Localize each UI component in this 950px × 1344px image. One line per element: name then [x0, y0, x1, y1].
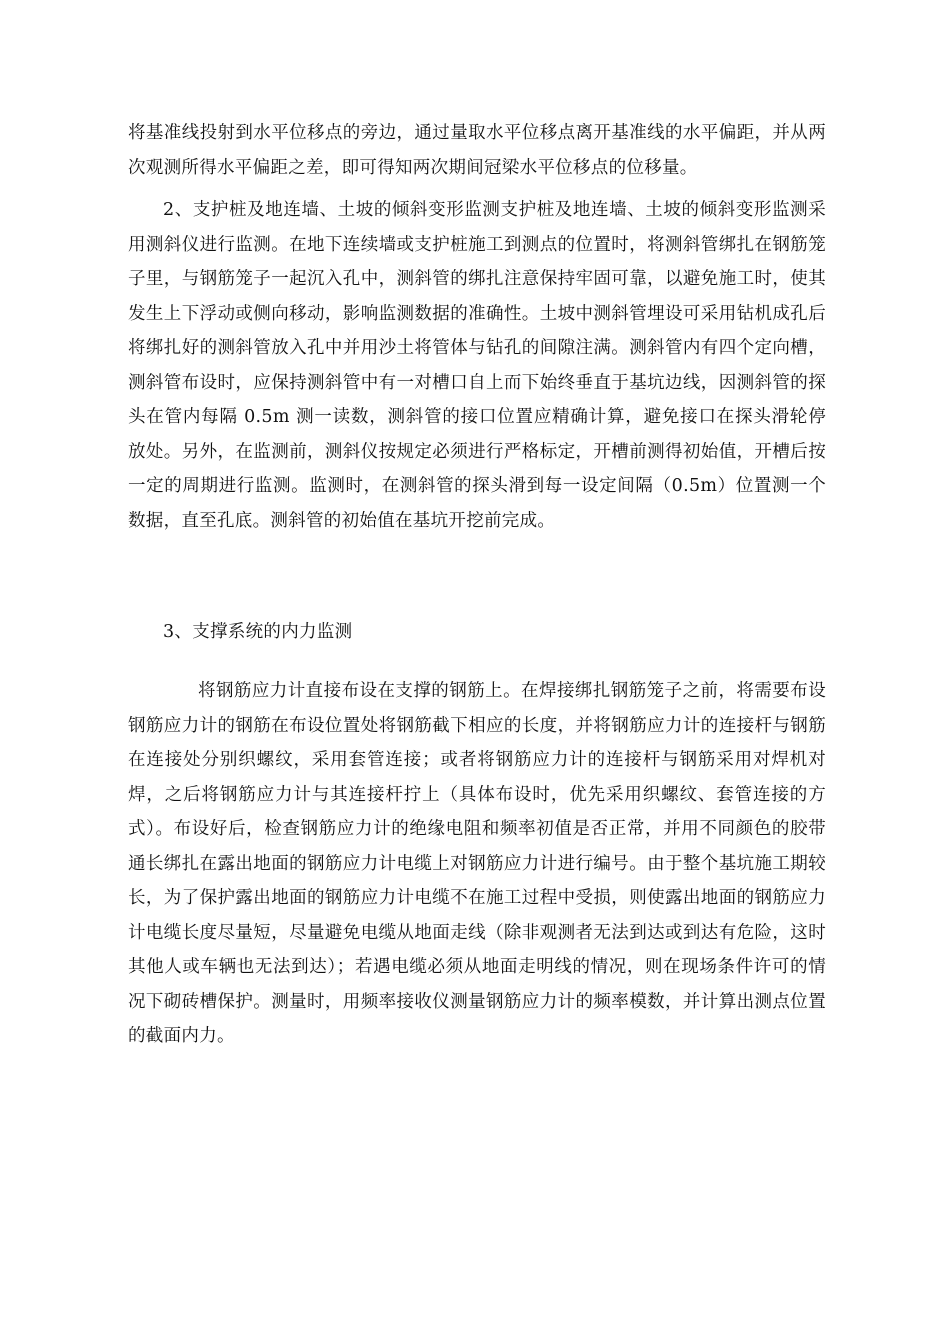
paragraph-inclination-monitoring: 2、支护桩及地连墙、土坡的倾斜变形监测支护桩及地连墙、土坡的倾斜变形监测采用测斜仪进行监测。在地下连续墙或支护桩施工到测点的位置时，将测斜管绑扎在钢筋笼子里，与钢筋笼子一起沉入孔中，测斜管的绑扎注意保持牢固可靠，以避免施工时，使其发生上下浮动或侧向移动，影响监测数据的准确性。土坡中测斜管埋设可采用钻机成孔后将绑扎好的测斜管放入孔中并用沙土将管体与钻孔的间隙注满。测斜管内有四个定向槽，测斜管布设时，应保持测斜管中有一对槽口自上而下始终垂直于基坑边线，因测斜管的探头在管内每隔 0.5m 测一读数，测斜管的接口位置应精确计算，避免接口在探头滑轮停放处。另外，在监测前，测斜仪按规定必须进行严格标定，开槽前测得初始值，开槽后按一定的周期进行监测。监测时，在测斜管的探头滑到每一设定间隔（0.5m）位置测一个数据，直至孔底。测斜管的初始值在基坑开挖前完成。 — [128, 200, 826, 531]
paragraph-rebar-stress-gauge: 将钢筋应力计直接布设在支撑的钢筋上。在焊接绑扎钢筋笼子之前，将需要布设钢筋应力计的钢筋在布设位置处将钢筋截下相应的长度，并将钢筋应力计的连接杆与钢筋在连接处分别织螺纹，采用套管连接；或者将钢筋应力计的连接杆与钢筋采用对焊机对焊，之后将钢筋应力计与其连接杆拧上（具体布设时，优先采用织螺纹、套管连接的方式）。布设好后，检查钢筋应力计的绝缘电阻和频率初值是否正常，并用不同颜色的胶带通长绑扎在露出地面的钢筋应力计电缆上对钢筋应力计进行编号。由于整个基坑施工期较长，为了保护露出地面的钢筋应力计电缆不在施工过程中受损，则使露出地面的钢筋应力计电缆长度尽量短，尽量避免电缆从地面走线（除非观测者无法到达或到达有危险，这时其他人或车辆也无法到达）；若遇电缆必须从地面走明线的情况，则在现场条件许可的情况下砌砖槽保护。测量时，用频率接收仪测量钢筋应力计的频率模数，并计算出测点位置的截面内力。 — [128, 681, 826, 1046]
heading-support-internal-force: 3、支撑系统的内力监测 — [163, 622, 353, 642]
paragraph-horizontal-displacement: 将基准线投射到水平位移点的旁边，通过量取水平位移点离开基准线的水平偏距，并从两次观测所得水平偏距之差，即可得知两次期间冠梁水平位移点的位移量。 — [128, 123, 826, 178]
